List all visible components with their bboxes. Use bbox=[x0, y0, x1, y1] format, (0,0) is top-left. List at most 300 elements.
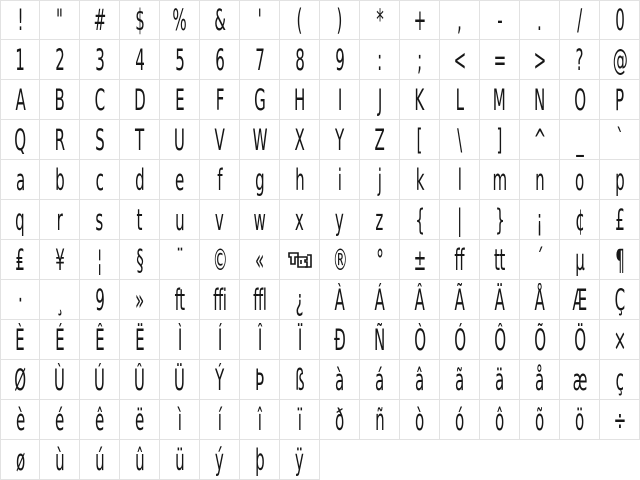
glyph-cell bbox=[200, 0, 240, 40]
glyph-cell bbox=[560, 360, 600, 400]
glyph: A bbox=[15, 82, 25, 117]
glyph: # bbox=[93, 3, 106, 37]
glyph-cell bbox=[560, 200, 600, 240]
charmap-row bbox=[0, 80, 640, 120]
glyph: % bbox=[172, 3, 187, 37]
glyph-cell bbox=[520, 360, 560, 400]
glyph-cell bbox=[360, 240, 400, 280]
glyph: Ã bbox=[454, 282, 465, 317]
glyph: û bbox=[134, 442, 145, 477]
glyph-cell bbox=[40, 80, 80, 120]
glyph: ´ bbox=[535, 242, 544, 277]
glyph: @ bbox=[612, 42, 627, 77]
glyph: æ bbox=[572, 362, 587, 397]
glyph-cell bbox=[440, 320, 480, 360]
glyph-cell bbox=[520, 240, 560, 280]
glyph: - bbox=[497, 3, 502, 37]
glyph-cell bbox=[280, 120, 320, 160]
glyph-cell bbox=[120, 280, 160, 320]
glyph: ÷ bbox=[613, 402, 626, 437]
glyph: [ bbox=[416, 122, 423, 157]
glyph-cell bbox=[480, 400, 520, 440]
glyph-cell bbox=[80, 360, 120, 400]
glyph: } bbox=[494, 202, 505, 237]
glyph-cell bbox=[120, 80, 160, 120]
glyph: î bbox=[257, 402, 262, 437]
charmap-row bbox=[0, 120, 640, 160]
glyph-cell bbox=[520, 40, 560, 80]
glyph-cell bbox=[160, 120, 200, 160]
glyph-cell bbox=[360, 320, 400, 360]
glyph-cell bbox=[0, 0, 40, 40]
glyph-cell bbox=[160, 280, 200, 320]
glyph-cell bbox=[440, 80, 480, 120]
glyph: G bbox=[253, 82, 266, 117]
glyph-cell bbox=[320, 160, 360, 200]
glyph-cell bbox=[40, 360, 80, 400]
glyph: 1 bbox=[15, 42, 25, 77]
charmap-row bbox=[0, 200, 640, 240]
glyph-cell bbox=[200, 160, 240, 200]
glyph: ê bbox=[95, 402, 104, 437]
glyph: ¿ bbox=[295, 282, 304, 317]
glyph: Ï bbox=[297, 322, 302, 357]
glyph-cell bbox=[120, 40, 160, 80]
glyph-cell bbox=[120, 320, 160, 360]
glyph: ffl bbox=[252, 282, 267, 317]
glyph-cell bbox=[240, 360, 280, 400]
glyph-cell bbox=[520, 160, 560, 200]
glyph-cell bbox=[200, 200, 240, 240]
glyph: 4 bbox=[134, 42, 145, 77]
glyph: 6 bbox=[214, 42, 225, 77]
glyph: Ý bbox=[215, 362, 224, 397]
glyph-cell bbox=[40, 400, 80, 440]
glyph: ! bbox=[17, 3, 23, 37]
glyph-cell bbox=[440, 120, 480, 160]
glyph: v bbox=[215, 202, 224, 237]
glyph: w bbox=[253, 202, 266, 237]
glyph-cell bbox=[160, 80, 200, 120]
glyph: ß bbox=[295, 362, 304, 397]
glyph-cell bbox=[480, 240, 520, 280]
glyph-cell bbox=[480, 320, 520, 360]
charmap-row bbox=[0, 320, 640, 360]
glyph-cell bbox=[560, 240, 600, 280]
glyph-cell bbox=[360, 80, 400, 120]
glyph-cell bbox=[360, 120, 400, 160]
glyph: O bbox=[573, 82, 586, 117]
author-logo-icon bbox=[287, 249, 313, 271]
glyph-cell bbox=[280, 400, 320, 440]
glyph: c bbox=[95, 162, 104, 197]
glyph-cell bbox=[80, 0, 120, 40]
glyph-cell bbox=[400, 80, 440, 120]
glyph: B bbox=[54, 82, 65, 117]
glyph-cell bbox=[40, 0, 80, 40]
glyph-cell bbox=[440, 160, 480, 200]
glyph: x bbox=[295, 202, 304, 237]
glyph: Æ bbox=[572, 282, 587, 317]
glyph-cell bbox=[440, 360, 480, 400]
glyph-cell bbox=[280, 40, 320, 80]
glyph-cell bbox=[600, 80, 640, 120]
glyph: á bbox=[375, 362, 384, 397]
glyph-cell bbox=[320, 320, 360, 360]
charmap-row bbox=[0, 280, 640, 320]
glyph: ¥ bbox=[54, 242, 65, 277]
glyph: M bbox=[493, 82, 506, 117]
glyph-cell bbox=[120, 400, 160, 440]
glyph: C bbox=[94, 82, 105, 117]
glyph: Ø bbox=[14, 362, 26, 397]
glyph: À bbox=[334, 282, 345, 317]
glyph: q bbox=[15, 202, 25, 237]
glyph: k bbox=[415, 162, 424, 197]
glyph-cell bbox=[400, 120, 440, 160]
glyph: ã bbox=[455, 362, 464, 397]
glyph-cell bbox=[80, 400, 120, 440]
glyph-cell bbox=[40, 200, 80, 240]
glyph: X bbox=[294, 122, 305, 157]
glyph-cell bbox=[480, 160, 520, 200]
glyph-cell bbox=[360, 280, 400, 320]
glyph: à bbox=[335, 362, 344, 397]
glyph: ì bbox=[177, 402, 182, 437]
glyph-cell bbox=[280, 440, 320, 480]
glyph: $ bbox=[134, 3, 145, 37]
glyph: L bbox=[455, 82, 464, 117]
glyph-cell bbox=[320, 280, 360, 320]
glyph-cell bbox=[160, 40, 200, 80]
glyph: J bbox=[377, 82, 382, 117]
glyph-cell bbox=[160, 440, 200, 480]
glyph-cell bbox=[440, 0, 480, 40]
glyph-cell bbox=[600, 160, 640, 200]
glyph: « bbox=[255, 242, 264, 277]
glyph-cell bbox=[360, 360, 400, 400]
glyph: K bbox=[414, 82, 425, 117]
glyph-cell bbox=[320, 40, 360, 80]
glyph-cell bbox=[480, 40, 520, 80]
glyph-cell bbox=[240, 440, 280, 480]
glyph: ü bbox=[174, 442, 185, 477]
glyph: ñ bbox=[374, 402, 385, 437]
glyph: < bbox=[453, 42, 466, 77]
glyph: Ú bbox=[94, 362, 105, 397]
glyph-cell bbox=[520, 80, 560, 120]
glyph-cell bbox=[120, 120, 160, 160]
glyph: Ü bbox=[174, 362, 185, 397]
glyph: Í bbox=[217, 322, 222, 357]
glyph-cell bbox=[560, 40, 600, 80]
glyph: T bbox=[135, 122, 144, 157]
glyph: þ bbox=[254, 442, 265, 477]
glyph: ft bbox=[174, 282, 185, 317]
glyph-cell bbox=[320, 240, 360, 280]
glyph: j bbox=[377, 162, 382, 197]
glyph: Z bbox=[374, 122, 385, 157]
glyph-cell bbox=[400, 360, 440, 400]
glyph: g bbox=[254, 162, 265, 197]
glyph: tt bbox=[494, 242, 505, 277]
glyph: © bbox=[212, 242, 227, 277]
glyph: § bbox=[135, 242, 144, 277]
glyph: ; bbox=[417, 42, 422, 77]
charmap-row bbox=[0, 440, 640, 480]
glyph: ø bbox=[15, 442, 25, 477]
glyph-cell bbox=[360, 400, 400, 440]
glyph: z bbox=[375, 202, 384, 237]
glyph-cell bbox=[400, 280, 440, 320]
glyph: ° bbox=[375, 242, 384, 277]
glyph-cell bbox=[600, 120, 640, 160]
charmap-row bbox=[0, 40, 640, 80]
glyph-cell bbox=[200, 400, 240, 440]
glyph: Ó bbox=[453, 322, 466, 357]
glyph-cell bbox=[80, 320, 120, 360]
glyph-cell bbox=[200, 80, 240, 120]
glyph-cell bbox=[160, 360, 200, 400]
glyph: É bbox=[54, 322, 64, 357]
glyph-cell bbox=[40, 120, 80, 160]
glyph: 7 bbox=[254, 42, 265, 77]
glyph: ) bbox=[336, 3, 343, 37]
glyph: í bbox=[217, 402, 222, 437]
glyph: ^ bbox=[533, 122, 546, 157]
glyph: 3 bbox=[94, 42, 105, 77]
glyph: ë bbox=[135, 402, 144, 437]
glyph-cell bbox=[200, 240, 240, 280]
glyph: W bbox=[252, 122, 267, 157]
glyph-cell bbox=[280, 80, 320, 120]
glyph: * bbox=[375, 3, 384, 37]
glyph: _ bbox=[575, 122, 584, 157]
glyph: £ bbox=[614, 202, 625, 237]
glyph-cell bbox=[280, 160, 320, 200]
glyph: × bbox=[613, 322, 626, 357]
glyph-cell bbox=[280, 360, 320, 400]
glyph: ö bbox=[575, 402, 584, 437]
glyph: ð bbox=[335, 402, 344, 437]
glyph-cell bbox=[440, 40, 480, 80]
glyph: ¦ bbox=[97, 242, 102, 277]
glyph-cell bbox=[40, 280, 80, 320]
glyph: Î bbox=[257, 322, 262, 357]
glyph-cell bbox=[400, 0, 440, 40]
glyph-cell bbox=[160, 320, 200, 360]
glyph-cell bbox=[120, 440, 160, 480]
glyph-cell bbox=[480, 360, 520, 400]
glyph-cell bbox=[360, 200, 400, 240]
glyph-cell bbox=[480, 200, 520, 240]
glyph: ¡ bbox=[536, 202, 543, 237]
glyph-cell bbox=[600, 280, 640, 320]
glyph: 9 bbox=[94, 282, 105, 317]
glyph-cell bbox=[520, 0, 560, 40]
glyph: f bbox=[217, 162, 222, 197]
glyph: 2 bbox=[54, 42, 65, 77]
glyph: ff bbox=[454, 242, 465, 277]
glyph-cell bbox=[600, 320, 640, 360]
glyph: l bbox=[457, 162, 462, 197]
glyph: e bbox=[175, 162, 184, 197]
glyph-cell bbox=[80, 280, 120, 320]
glyph-cell bbox=[240, 280, 280, 320]
glyph-cell bbox=[160, 400, 200, 440]
glyph-cell bbox=[360, 40, 400, 80]
glyph-cell bbox=[200, 280, 240, 320]
glyph-cell bbox=[240, 200, 280, 240]
glyph: ô bbox=[495, 402, 504, 437]
charmap-row bbox=[0, 360, 640, 400]
glyph-cell bbox=[440, 200, 480, 240]
glyph: u bbox=[174, 202, 185, 237]
glyph-cell bbox=[0, 360, 40, 400]
glyph-cell bbox=[480, 0, 520, 40]
glyph: { bbox=[414, 202, 425, 237]
glyph: ` bbox=[615, 122, 624, 157]
glyph-cell bbox=[240, 80, 280, 120]
glyph-cell bbox=[560, 160, 600, 200]
glyph-cell bbox=[560, 280, 600, 320]
glyph-cell bbox=[280, 320, 320, 360]
glyph-cell bbox=[200, 360, 240, 400]
glyph: \ bbox=[457, 122, 462, 157]
glyph: i bbox=[337, 162, 342, 197]
glyph: ÿ bbox=[295, 442, 304, 477]
glyph: 8 bbox=[294, 42, 305, 77]
glyph: m bbox=[492, 162, 507, 197]
glyph: " bbox=[56, 3, 63, 37]
glyph-cell bbox=[120, 200, 160, 240]
glyph: Õ bbox=[533, 322, 546, 357]
glyph: V bbox=[214, 122, 225, 157]
glyph-cell bbox=[600, 360, 640, 400]
glyph: t bbox=[136, 202, 143, 237]
glyph-cell bbox=[320, 120, 360, 160]
glyph-cell bbox=[560, 120, 600, 160]
glyph-cell bbox=[120, 0, 160, 40]
glyph-cell bbox=[80, 80, 120, 120]
glyph: Ö bbox=[573, 322, 586, 357]
glyph-cell bbox=[560, 400, 600, 440]
glyph-cell bbox=[320, 80, 360, 120]
glyph: Ä bbox=[494, 282, 505, 317]
glyph-cell bbox=[160, 200, 200, 240]
glyph: Ë bbox=[134, 322, 144, 357]
glyph: . bbox=[537, 3, 542, 37]
glyph-cell bbox=[480, 280, 520, 320]
glyph-cell bbox=[0, 160, 40, 200]
glyph-cell bbox=[160, 0, 200, 40]
glyph: å bbox=[535, 362, 544, 397]
glyph: Ù bbox=[54, 362, 65, 397]
glyph-cell bbox=[0, 400, 40, 440]
glyph: d bbox=[134, 162, 145, 197]
glyph: ₤ bbox=[15, 242, 25, 277]
glyph-cell bbox=[280, 280, 320, 320]
glyph: Á bbox=[374, 282, 385, 317]
glyph-cell bbox=[240, 400, 280, 440]
glyph-cell bbox=[400, 320, 440, 360]
glyph: b bbox=[54, 162, 65, 197]
glyph-cell bbox=[320, 400, 360, 440]
glyph: a bbox=[15, 162, 25, 197]
glyph-cell bbox=[0, 320, 40, 360]
glyph: y bbox=[335, 202, 344, 237]
glyph: Ñ bbox=[374, 322, 385, 357]
glyph-cell bbox=[80, 120, 120, 160]
charmap-row bbox=[0, 0, 640, 40]
glyph-cell bbox=[320, 0, 360, 40]
glyph: 0 bbox=[614, 3, 625, 37]
glyph-cell bbox=[80, 200, 120, 240]
glyph: ] bbox=[496, 122, 503, 157]
glyph-cell bbox=[280, 200, 320, 240]
glyph: n bbox=[534, 162, 545, 197]
glyph-cell bbox=[400, 160, 440, 200]
glyph-cell bbox=[160, 240, 200, 280]
glyph-cell bbox=[480, 120, 520, 160]
glyph-cell bbox=[400, 40, 440, 80]
glyph-cell bbox=[600, 240, 640, 280]
glyph-cell bbox=[120, 240, 160, 280]
glyph-cell bbox=[560, 320, 600, 360]
glyph-cell bbox=[240, 160, 280, 200]
glyph: + bbox=[413, 3, 426, 37]
glyph-cell bbox=[0, 120, 40, 160]
glyph: Â bbox=[414, 282, 425, 317]
glyph: ¶ bbox=[614, 242, 625, 277]
glyph-cell bbox=[320, 200, 360, 240]
glyph-cell bbox=[200, 40, 240, 80]
glyph: : bbox=[377, 42, 382, 77]
glyph: ¨ bbox=[175, 242, 184, 277]
glyph-cell bbox=[520, 120, 560, 160]
glyph-cell bbox=[0, 440, 40, 480]
glyph: E bbox=[174, 82, 184, 117]
glyph: P bbox=[615, 82, 624, 117]
glyph: R bbox=[54, 122, 65, 157]
glyph-cell bbox=[600, 200, 640, 240]
glyph: o bbox=[575, 162, 584, 197]
glyph: Û bbox=[134, 362, 145, 397]
glyph: p bbox=[614, 162, 625, 197]
glyph-cell bbox=[520, 200, 560, 240]
glyph: Ò bbox=[413, 322, 426, 357]
glyph-cell bbox=[40, 320, 80, 360]
glyph: F bbox=[215, 82, 224, 117]
glyph: , bbox=[457, 3, 462, 37]
glyph: ¢ bbox=[574, 202, 585, 237]
glyph: | bbox=[457, 202, 462, 237]
glyph-cell bbox=[240, 40, 280, 80]
glyph-cell bbox=[240, 240, 280, 280]
glyph: µ bbox=[574, 242, 585, 277]
glyph-cell bbox=[80, 40, 120, 80]
glyph: S bbox=[94, 122, 105, 157]
glyph: Å bbox=[534, 282, 545, 317]
glyph-cell bbox=[520, 280, 560, 320]
glyph: I bbox=[337, 82, 342, 117]
glyph-cell bbox=[80, 160, 120, 200]
glyph: ¸ bbox=[55, 282, 64, 317]
charmap-row bbox=[0, 160, 640, 200]
glyph-cell bbox=[200, 120, 240, 160]
glyph: ó bbox=[455, 402, 464, 437]
glyph-cell bbox=[600, 0, 640, 40]
